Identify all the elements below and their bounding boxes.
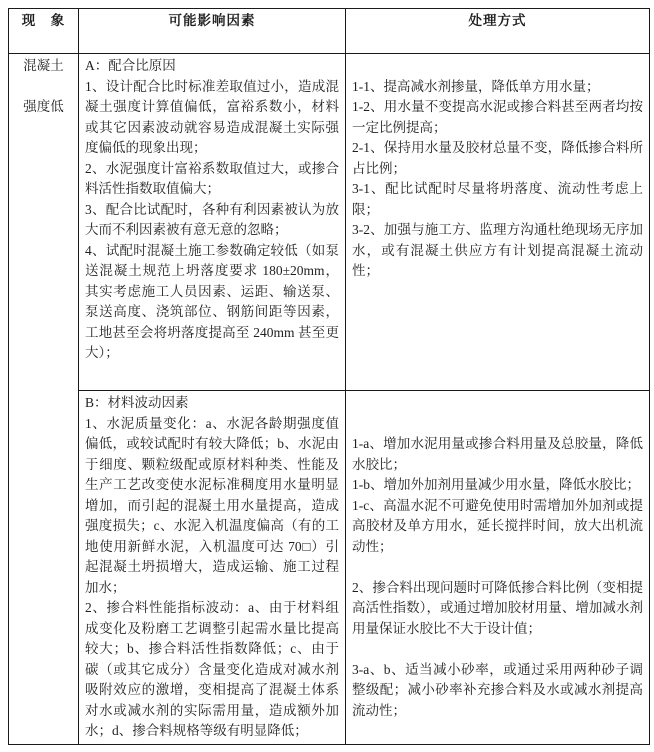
text-line: 1-1、提高减水剂掺量，降低单方用水量； xyxy=(352,78,600,94)
blank-line xyxy=(352,414,643,435)
header-treatment: 处理方式 xyxy=(346,9,650,54)
text-line: 1-b、增加外加剂用量减少用水量，降低水胶比； xyxy=(352,477,640,492)
blank-line xyxy=(352,639,643,660)
table-row-mix-design xyxy=(9,54,650,391)
text-line: 3、配合比试配时，各种有利因素被认为放大而不利因素被有意无意的忽略； xyxy=(85,201,339,237)
text-line: 2、掺合料出现问题时可降低掺合料比例（变相提高活性指数），或通过增加胶材用量、增加减水剂用量保证水胶比不大于设计值； xyxy=(352,579,643,636)
text-line: 1、水泥质量变化：a、水泥各龄期强度值偏低，或较试配时有较大降低；b、水泥由于细度、颗粒级配或原材料种类、性能及生产工艺改变使水泥标准稠度用水量明显增加，而引起的混凝土用水量提高，造成强度损失；c、水泥入机温度偏高（有的工地使用新鲜水泥，入机温度可达 70□）引起混凝土坍损增大，造成运输、施工过程加水； xyxy=(85,415,339,595)
text-line: 强度低 xyxy=(23,99,64,114)
text-line: 1、设计配合比时标准差取值过小，造成混凝土强度计算值偏低，富裕系数小，材料或其它因素波动就容易造成混凝土实际强度偏低的现象出现； xyxy=(85,78,339,155)
treatment-cell-material-fluctuation xyxy=(346,391,650,745)
factors-cell-material-fluctuation xyxy=(79,391,346,745)
header-row xyxy=(9,9,650,54)
blank-line xyxy=(352,557,643,578)
text-line: 3-1、配比试配时尽量将坍落度、流动性考虑上限； xyxy=(352,181,643,217)
concrete-strength-issue-table xyxy=(8,8,650,745)
text-line: 4、试配时混凝土施工参数确定较低（如泵送混凝土规范上坍落度要求 180±20mm，其实考虑施工人员因素、运距、输送泵、泵送高度、浇筑部位、钢筋间距等因素，工地甚至会将坍落度提高至 240mm 甚至更大）； xyxy=(85,242,339,360)
text-line: 1-2、用水量不变提高水泥或掺合料甚至两者均按一定比例提高； xyxy=(352,99,643,135)
text-line: A：配合比原因 xyxy=(85,58,176,73)
treatment-cell-mix-design xyxy=(346,54,650,391)
text-line: 2、掺合料性能指标波动：a、由于材料组成变化及粉磨工艺调整引起需水量比提高较大；b、掺合料活性指数降低；c、由于碳（或其它成分）含量变化造成对减水剂吸附效应的激增，变相提高了混凝土体系对水或减水剂的实际需用量，造成额外加水；d、掺合料规格等级有明显降低； xyxy=(85,600,339,738)
text-line: 3-2、加强与施工方、监理方沟通杜绝现场无序加水，或有混凝土供应方有计划提高混凝土流动性； xyxy=(352,222,643,278)
header-phenomenon: 现 象 xyxy=(9,9,79,54)
header-factors: 可能影响因素 xyxy=(79,9,346,54)
blank-line xyxy=(352,393,643,414)
text-line: 1-c、高温水泥不可避免使用时需增加外加剂或提高胶材及单方用水，延长搅拌时间，放大出机流动性； xyxy=(352,497,643,554)
text-line: 1-a、增加水泥用量或掺合料用量及总胶量，降低水胶比； xyxy=(352,436,643,472)
blank-line xyxy=(15,77,72,98)
text-line: 2-1、保持用水量及胶材总量不变，降低掺合料所占比例； xyxy=(352,140,643,176)
text-line: 混凝土 xyxy=(23,58,64,73)
text-line: B：材料波动因素 xyxy=(85,395,189,410)
blank-line xyxy=(352,56,643,77)
table-row-material-fluctuation xyxy=(9,391,650,745)
text-line: 2、水泥强度计富裕系数取值过大，或掺合料活性指数取值偏大； xyxy=(85,160,339,196)
phenomenon-cell xyxy=(9,54,79,745)
factors-cell-mix-design xyxy=(79,54,346,391)
text-line: 3-a、b、适当减小砂率，或通过采用两种砂子调整级配；减小砂率补充掺合料及水或减水剂提高流动性； xyxy=(352,661,643,718)
